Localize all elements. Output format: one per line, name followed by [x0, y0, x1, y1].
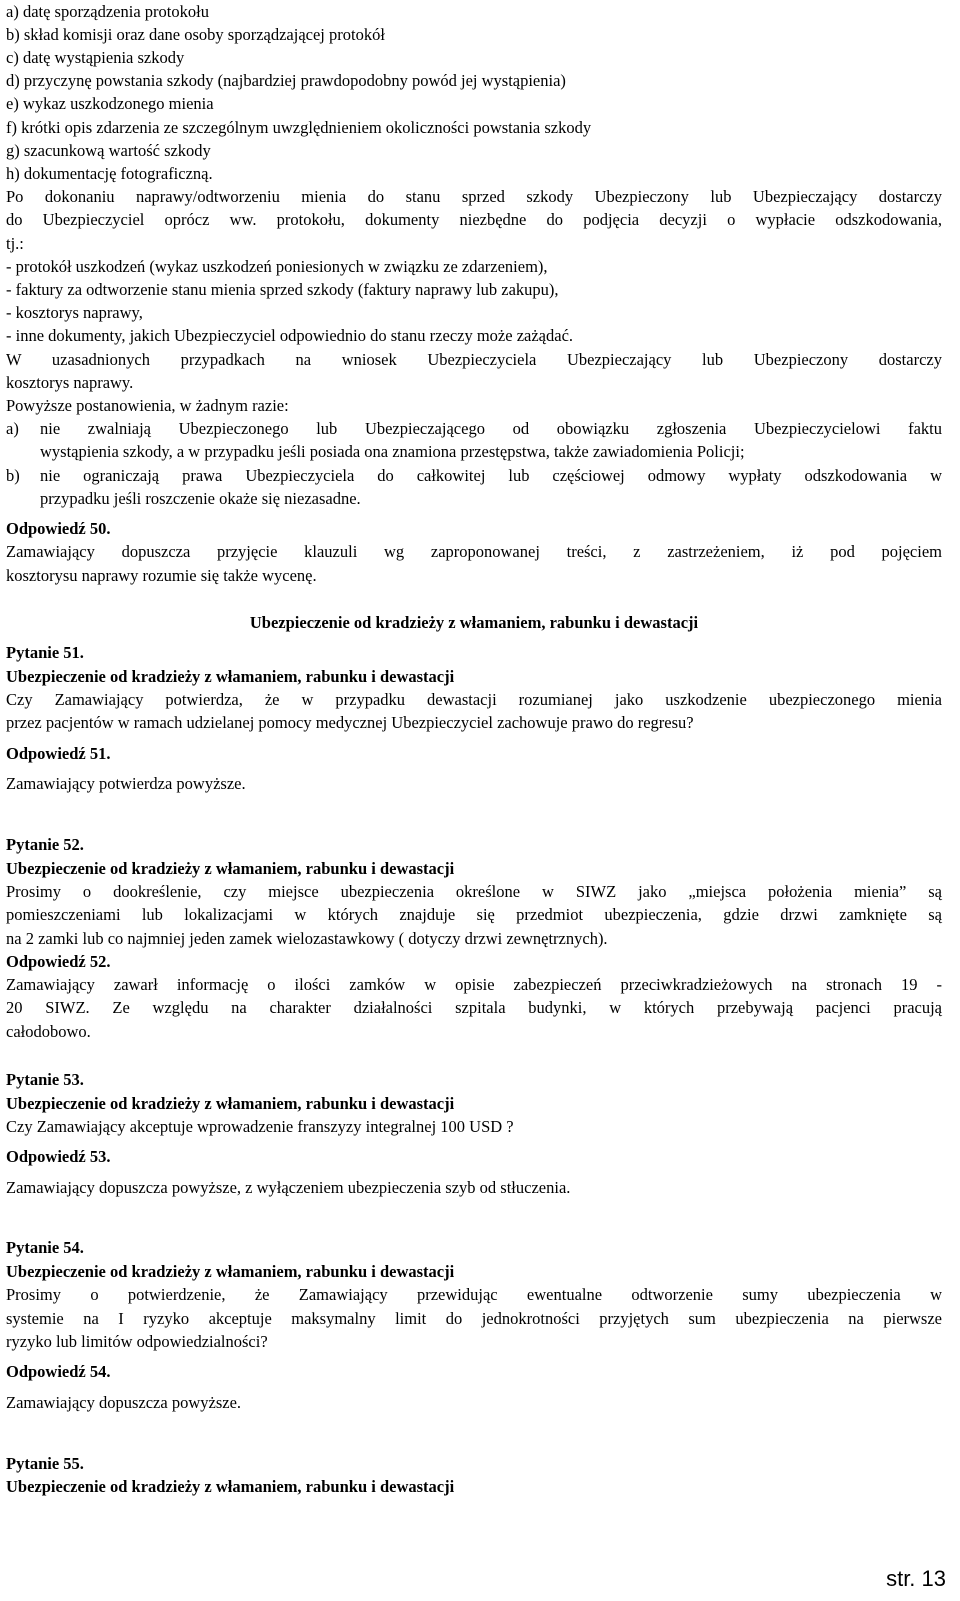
list-item: - faktury za odtworzenie stanu mienia sprzed szkody (faktury naprawy lub zakupu), — [6, 280, 559, 299]
list-item: d) przyczynę powstania szkody (najbardziej prawdopodobny powód jej wystąpienia) — [6, 71, 566, 90]
question-heading: Pytanie 53. — [6, 1070, 84, 1089]
question-line: Prosimy o dookreślenie, czy miejsce ubezpieczenia określone w SIWZ jako „miejsca położenia mienia” są — [6, 882, 942, 901]
question-heading: Pytanie 51. — [6, 643, 84, 662]
question-line: przez pacjentów w ramach udzielanej pomocy medycznej Ubezpieczyciel zachowuje prawo do regresu? — [6, 713, 694, 732]
answer-heading: Odpowiedź 50. — [6, 519, 111, 538]
question-line: systemie na I ryzyko akceptuje maksymalny limit do jednokrotności przyjętych sum ubezpieczenia na pierwsze — [6, 1309, 942, 1328]
list-item: a) datę sporządzenia protokołu — [6, 2, 209, 21]
section-title: Ubezpieczenie od kradzieży z włamaniem, rabunku i dewastacji — [249, 613, 699, 632]
question-line: ryzyko lub limitów odpowiedzialności? — [6, 1332, 268, 1351]
question-line: Czy Zamawiający akceptuje wprowadzenie franszyzy integralnej 100 USD ? — [6, 1117, 514, 1136]
paragraph-line: Po dokonaniu naprawy/odtworzeniu mienia do stanu sprzed szkody Ubezpieczony lub Ubezpieczający dostarczy — [6, 187, 942, 206]
list-item: - inne dokumenty, jakich Ubezpieczyciel odpowiednio do stanu rzeczy może zażądać. — [6, 326, 574, 345]
question-heading: Pytanie 54. — [6, 1238, 84, 1257]
page-number: str. 13 — [886, 1566, 946, 1591]
answer-line: Zamawiający dopuszcza powyższe, z wyłączeniem ubezpieczenia szyb od stłuczenia. — [6, 1178, 571, 1197]
list-item: g) szacunkową wartość szkody — [6, 141, 211, 160]
list-item: - kosztorys naprawy, — [6, 303, 143, 322]
answer-line: Zamawiający dopuszcza powyższe. — [6, 1393, 242, 1412]
list-item: - protokół uszkodzeń (wykaz uszkodzeń poniesionych w związku ze zdarzeniem), — [6, 257, 548, 276]
paragraph-line: tj.: — [6, 234, 24, 253]
list-item: e) wykaz uszkodzonego mienia — [6, 94, 214, 113]
provision-line: nie ograniczają prawa Ubezpieczyciela do całkowitej lub częściowej odmowy wypłaty odszkodowania w — [40, 466, 942, 485]
paragraph-line: W uzasadnionych przypadkach na wniosek Ubezpieczyciela Ubezpieczający lub Ubezpieczony dostarczy — [6, 350, 942, 369]
question-line: Czy Zamawiający potwierdza, że w przypadku dewastacji rozumianej jako uszkodzenie ubezpieczonego mienia — [6, 690, 942, 709]
paragraph-line: kosztorys naprawy. — [6, 373, 134, 392]
question-subheading: Ubezpieczenie od kradzieży z włamaniem, rabunku i dewastacji — [6, 667, 455, 686]
provision-marker: b) — [6, 466, 20, 485]
answer-line: kosztorysu naprawy rozumie się także wycenę. — [6, 566, 317, 585]
answer-heading: Odpowiedź 52. — [6, 952, 111, 971]
question-line: na 2 zamki lub co najmniej jeden zamek wielozastawkowy ( dotyczy drzwi zewnętrznych). — [6, 929, 608, 948]
provisions-intro: Powyższe postanowienia, w żadnym razie: — [6, 396, 289, 415]
answer-line: całodobowo. — [6, 1022, 91, 1041]
provision-line: wystąpienia szkody, a w przypadku jeśli posiada ona znamiona przestępstwa, także zawiadomienia Policji; — [40, 442, 745, 461]
question-subheading: Ubezpieczenie od kradzieży z włamaniem, rabunku i dewastacji — [6, 1262, 455, 1281]
provision-marker: a) — [6, 419, 19, 438]
provision-line: przypadku jeśli roszczenie okaże się niezasadne. — [40, 489, 361, 508]
question-line: Prosimy o potwierdzenie, że Zamawiający przewidując ewentualne odtworzenie sumy ubezpieczenia w — [6, 1285, 942, 1304]
question-line: pomieszczeniami lub lokalizacjami w których znajduje się przedmiot ubezpieczenia, gdzie drzwi zamknięte są — [6, 905, 942, 924]
list-item: c) datę wystąpienia szkody — [6, 48, 185, 67]
question-subheading: Ubezpieczenie od kradzieży z włamaniem, rabunku i dewastacji — [6, 859, 455, 878]
answer-heading: Odpowiedź 53. — [6, 1147, 111, 1166]
list-item: h) dokumentację fotograficzną. — [6, 164, 213, 183]
question-heading: Pytanie 52. — [6, 835, 84, 854]
provision-line: nie zwalniają Ubezpieczonego lub Ubezpieczającego od obowiązku zgłoszenia Ubezpieczycielowi faktu — [40, 419, 942, 438]
answer-heading: Odpowiedź 51. — [6, 744, 111, 763]
list-item: b) skład komisji oraz dane osoby sporządzającej protokół — [6, 25, 385, 44]
paragraph-line: do Ubezpieczyciel oprócz ww. protokołu, dokumenty niezbędne do podjęcia decyzji o wypłacie odszkodowania, — [6, 210, 942, 229]
answer-line: Zamawiający potwierdza powyższe. — [6, 774, 246, 793]
question-subheading: Ubezpieczenie od kradzieży z włamaniem, rabunku i dewastacji — [6, 1094, 455, 1113]
answer-line: 20 SIWZ. Ze względu na charakter działalności szpitala budynki, w których przebywają pacjenci pracują — [6, 998, 942, 1017]
list-item: f) krótki opis zdarzenia ze szczególnym uwzględnieniem okoliczności powstania szkody — [6, 118, 592, 137]
answer-line: Zamawiający zawarł informację o ilości zamków w opisie zabezpieczeń przeciwkradzieżowych na stronach 19 - — [6, 975, 942, 994]
question-heading: Pytanie 55. — [6, 1454, 84, 1473]
answer-heading: Odpowiedź 54. — [6, 1362, 111, 1381]
question-subheading: Ubezpieczenie od kradzieży z włamaniem, rabunku i dewastacji — [6, 1477, 455, 1496]
answer-line: Zamawiający dopuszcza przyjęcie klauzuli wg zaproponowanej treści, z zastrzeżeniem, iż pod pojęciem — [6, 542, 942, 561]
